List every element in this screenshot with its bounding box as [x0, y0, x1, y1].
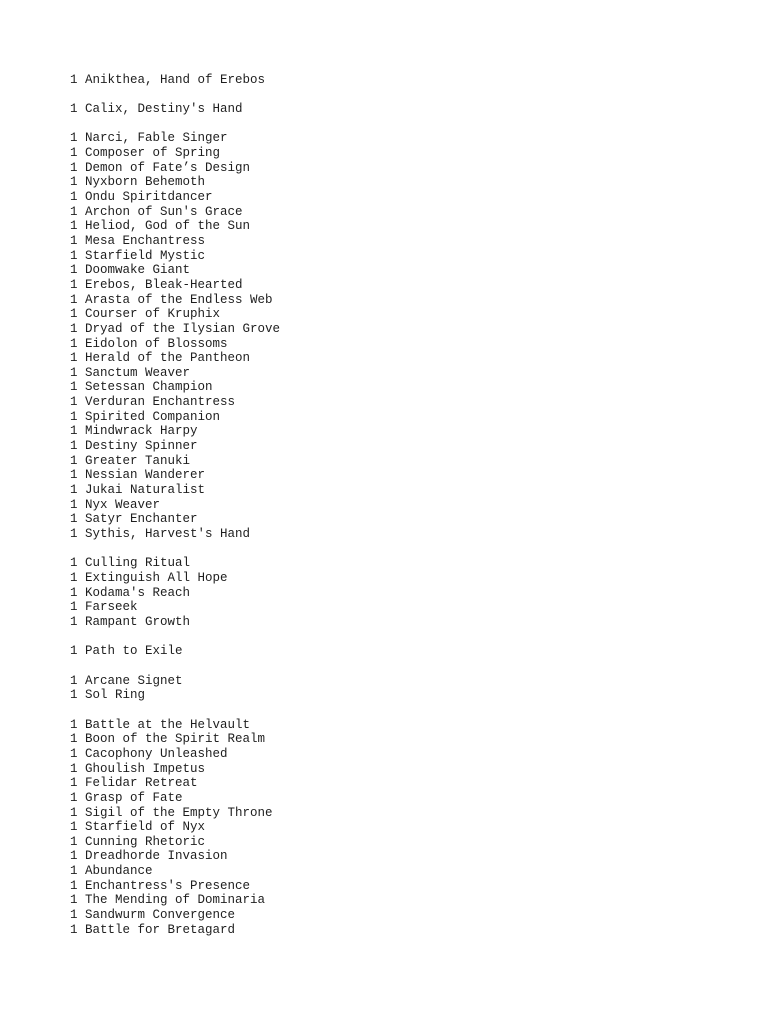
card-line — [70, 615, 280, 630]
card-line — [70, 175, 280, 190]
card-name: Satyr Enchanter — [85, 512, 198, 527]
card-quantity: 1 — [70, 365, 78, 380]
card-name: Mindwrack Harpy — [85, 424, 198, 439]
card-name: Rampant Growth — [85, 614, 191, 629]
card-name: Sigil of the Empty Throne — [85, 805, 273, 820]
card-quantity: 1 — [70, 307, 78, 322]
card-quantity: 1 — [70, 219, 78, 234]
card-group — [70, 556, 280, 629]
card-quantity: 1 — [70, 556, 78, 571]
card-name: Narci, Fable Singer — [85, 131, 228, 146]
card-line — [70, 307, 280, 322]
card-quantity: 1 — [70, 233, 78, 248]
card-quantity: 1 — [70, 864, 78, 879]
card-name: Sandwurm Convergence — [85, 908, 236, 923]
card-name: Greater Tanuki — [85, 453, 191, 468]
card-line — [70, 424, 280, 439]
card-name: Arcane Signet — [85, 673, 183, 688]
card-name: Abundance — [85, 864, 153, 879]
card-name: Path to Exile — [85, 644, 183, 659]
card-line — [70, 293, 280, 308]
card-group — [70, 131, 280, 541]
card-name: Nyx Weaver — [85, 497, 161, 512]
card-quantity: 1 — [70, 805, 78, 820]
card-name: Eidolon of Blossoms — [85, 336, 228, 351]
card-name: Demon of Fate’s Design — [85, 160, 251, 175]
card-quantity: 1 — [70, 131, 78, 146]
card-line — [70, 454, 280, 469]
card-quantity: 1 — [70, 145, 78, 160]
card-line — [70, 410, 280, 425]
card-line — [70, 190, 280, 205]
card-group — [70, 718, 280, 938]
card-name: Courser of Kruphix — [85, 307, 221, 322]
card-line — [70, 864, 280, 879]
card-line — [70, 688, 280, 703]
card-group — [70, 674, 280, 703]
card-group — [70, 73, 280, 88]
card-line — [70, 747, 280, 762]
card-quantity: 1 — [70, 189, 78, 204]
card-line — [70, 776, 280, 791]
card-quantity: 1 — [70, 409, 78, 424]
card-group — [70, 102, 280, 117]
card-quantity: 1 — [70, 717, 78, 732]
card-line — [70, 512, 280, 527]
card-name: The Mending of Dominaria — [85, 893, 266, 908]
card-quantity: 1 — [70, 527, 78, 542]
card-line — [70, 893, 280, 908]
card-name: Kodama's Reach — [85, 585, 191, 600]
card-quantity: 1 — [70, 600, 78, 615]
card-quantity: 1 — [70, 688, 78, 703]
card-quantity: 1 — [70, 380, 78, 395]
card-line — [70, 908, 280, 923]
card-line — [70, 380, 280, 395]
card-quantity: 1 — [70, 834, 78, 849]
card-line — [70, 644, 280, 659]
card-name: Sythis, Harvest's Hand — [85, 527, 251, 542]
card-line — [70, 600, 280, 615]
card-quantity: 1 — [70, 395, 78, 410]
card-name: Mesa Enchantress — [85, 233, 206, 248]
card-name: Nyxborn Behemoth — [85, 175, 206, 190]
card-name: Calix, Destiny's Hand — [85, 102, 243, 116]
card-quantity: 1 — [70, 761, 78, 776]
card-name: Ondu Spiritdancer — [85, 189, 213, 204]
card-quantity: 1 — [70, 468, 78, 483]
card-line — [70, 161, 280, 176]
card-line — [70, 468, 280, 483]
card-name: Erebos, Bleak-Hearted — [85, 277, 243, 292]
card-line — [70, 219, 280, 234]
card-line — [70, 234, 280, 249]
card-quantity: 1 — [70, 102, 78, 116]
card-line — [70, 278, 280, 293]
card-line — [70, 849, 280, 864]
card-name: Battle at the Helvault — [85, 717, 251, 732]
card-quantity: 1 — [70, 922, 78, 937]
card-quantity: 1 — [70, 277, 78, 292]
card-line — [70, 718, 280, 733]
card-name: Jukai Naturalist — [85, 483, 206, 498]
card-line — [70, 820, 280, 835]
card-quantity: 1 — [70, 614, 78, 629]
card-quantity: 1 — [70, 644, 78, 659]
card-name: Anikthea, Hand of Erebos — [85, 72, 266, 87]
card-quantity: 1 — [70, 263, 78, 278]
card-line — [70, 835, 280, 850]
card-quantity: 1 — [70, 849, 78, 864]
card-line — [70, 351, 280, 366]
card-name: Arasta of the Endless Web — [85, 292, 273, 307]
card-line — [70, 337, 280, 352]
card-line — [70, 102, 280, 117]
card-name: Culling Ritual — [85, 556, 191, 571]
card-quantity: 1 — [70, 424, 78, 439]
card-quantity: 1 — [70, 732, 78, 747]
card-name: Setessan Champion — [85, 380, 213, 395]
card-line — [70, 249, 280, 264]
card-quantity: 1 — [70, 336, 78, 351]
card-name: Boon of the Spirit Realm — [85, 732, 266, 747]
card-name: Heliod, God of the Sun — [85, 219, 251, 234]
card-name: Composer of Spring — [85, 145, 221, 160]
card-line — [70, 395, 280, 410]
card-quantity: 1 — [70, 908, 78, 923]
card-line — [70, 439, 280, 454]
card-line — [70, 366, 280, 381]
card-quantity: 1 — [70, 439, 78, 454]
card-line — [70, 483, 280, 498]
card-name: Verduran Enchantress — [85, 395, 236, 410]
card-name: Ghoulish Impetus — [85, 761, 206, 776]
card-line — [70, 762, 280, 777]
card-quantity: 1 — [70, 790, 78, 805]
card-name: Battle for Bretagard — [85, 922, 236, 937]
card-quantity: 1 — [70, 512, 78, 527]
card-name: Felidar Retreat — [85, 776, 198, 791]
card-quantity: 1 — [70, 351, 78, 366]
card-line — [70, 571, 280, 586]
card-line — [70, 205, 280, 220]
card-quantity: 1 — [70, 820, 78, 835]
card-quantity: 1 — [70, 746, 78, 761]
card-line — [70, 879, 280, 894]
card-quantity: 1 — [70, 673, 78, 688]
card-quantity: 1 — [70, 321, 78, 336]
card-line — [70, 498, 280, 513]
card-quantity: 1 — [70, 160, 78, 175]
decklist — [70, 73, 280, 952]
card-quantity: 1 — [70, 72, 78, 87]
card-line — [70, 73, 280, 88]
card-line — [70, 322, 280, 337]
card-name: Farseek — [85, 600, 138, 615]
card-name: Destiny Spinner — [85, 439, 198, 454]
card-quantity: 1 — [70, 483, 78, 498]
card-line — [70, 586, 280, 601]
card-name: Extinguish All Hope — [85, 571, 228, 585]
card-line — [70, 527, 280, 542]
card-group — [70, 644, 280, 659]
card-quantity: 1 — [70, 878, 78, 893]
card-line — [70, 131, 280, 146]
card-quantity: 1 — [70, 497, 78, 512]
card-quantity: 1 — [70, 175, 78, 190]
card-name: Enchantress's Presence — [85, 878, 251, 893]
card-name: Grasp of Fate — [85, 790, 183, 805]
card-name: Dreadhorde Invasion — [85, 849, 228, 864]
card-line — [70, 791, 280, 806]
card-quantity: 1 — [70, 292, 78, 307]
card-name: Spirited Companion — [85, 409, 221, 424]
card-quantity: 1 — [70, 248, 78, 263]
card-name: Doomwake Giant — [85, 263, 191, 278]
card-name: Cunning Rhetoric — [85, 834, 206, 849]
card-quantity: 1 — [70, 453, 78, 468]
card-name: Sanctum Weaver — [85, 365, 191, 380]
card-line — [70, 146, 280, 161]
card-name: Starfield of Nyx — [85, 820, 206, 835]
card-quantity: 1 — [70, 204, 78, 219]
card-quantity: 1 — [70, 571, 78, 585]
card-line — [70, 732, 280, 747]
card-line — [70, 674, 280, 689]
card-name: Archon of Sun's Grace — [85, 204, 243, 219]
card-quantity: 1 — [70, 776, 78, 791]
card-quantity: 1 — [70, 893, 78, 908]
card-name: Sol Ring — [85, 688, 146, 703]
card-name: Dryad of the Ilysian Grove — [85, 321, 281, 336]
card-line — [70, 556, 280, 571]
card-name: Starfield Mystic — [85, 248, 206, 263]
card-quantity: 1 — [70, 585, 78, 600]
card-name: Cacophony Unleashed — [85, 746, 228, 761]
card-line — [70, 263, 280, 278]
card-name: Herald of the Pantheon — [85, 351, 251, 366]
card-line — [70, 923, 280, 938]
card-name: Nessian Wanderer — [85, 468, 206, 483]
card-line — [70, 806, 280, 821]
